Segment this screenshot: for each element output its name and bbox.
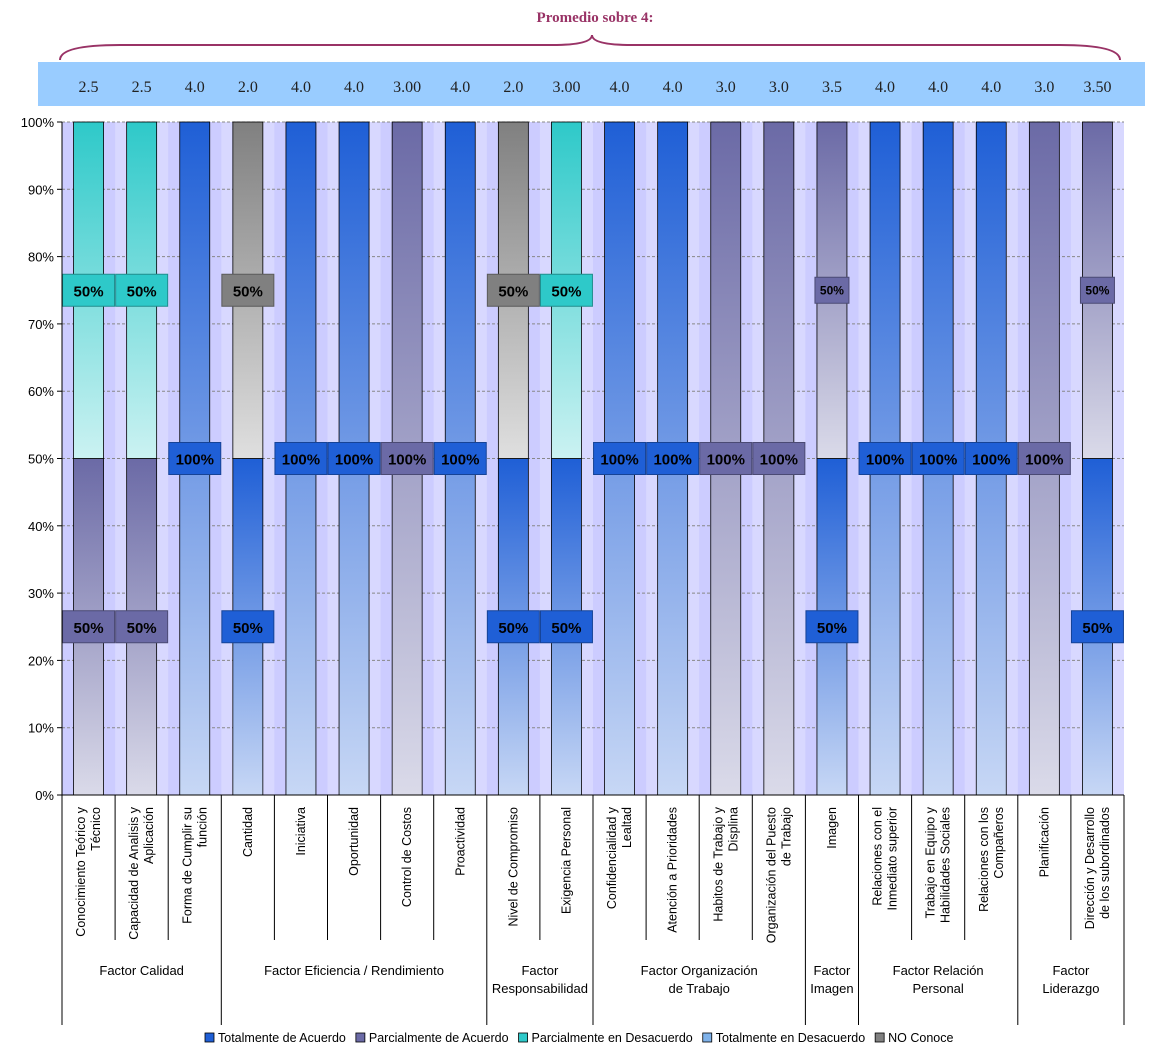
data-label: 50% <box>73 619 104 637</box>
average-value: 4.0 <box>184 79 205 96</box>
data-label: 50% <box>498 619 529 637</box>
category-label: Conocimiento Teórico y <box>74 807 89 937</box>
data-label: 100% <box>865 451 905 469</box>
average-value: 4.0 <box>450 79 471 96</box>
category-label: Trabajo en Equipo y <box>923 807 938 919</box>
legend-swatch <box>356 1033 365 1042</box>
legend-label: Totalmente en Desacuerdo <box>715 1031 866 1045</box>
category-label: Compañeros <box>991 807 1006 879</box>
category-label: Habilidades Sociales <box>938 807 953 924</box>
data-label: 100% <box>759 451 799 469</box>
group-label: Factor Calidad <box>99 963 184 978</box>
category-label: Inmediato superior <box>885 807 900 911</box>
average-value: 2.5 <box>131 79 152 96</box>
legend <box>205 1031 954 1045</box>
category-label: Aplicación <box>142 807 157 864</box>
header-brace <box>60 35 1120 60</box>
data-label: 100% <box>334 451 374 469</box>
category-label: Relaciones con el <box>870 807 885 906</box>
data-label: 100% <box>972 451 1011 469</box>
group-label: Factor Relación <box>892 963 984 978</box>
y-tick-label: 80% <box>27 249 54 265</box>
average-value: 3.0 <box>768 79 789 96</box>
legend-swatch <box>703 1033 712 1042</box>
category-label: Control de Costos <box>400 807 415 908</box>
average-value: 2.0 <box>237 79 258 96</box>
average-value: 2.0 <box>503 79 524 96</box>
category-label: Forma de Cumplir su <box>180 807 195 924</box>
y-tick-label: 10% <box>27 720 54 736</box>
data-label: 100% <box>441 451 480 469</box>
category-label: Confidencialidad y <box>605 807 620 910</box>
curly-brace <box>60 35 1120 60</box>
data-label: 100% <box>1025 451 1064 469</box>
data-label: 50% <box>551 619 582 637</box>
average-value: 4.0 <box>290 79 311 96</box>
category-label: Nivel de Compromiso <box>506 807 521 927</box>
y-tick-label: 90% <box>27 182 54 198</box>
group-label: Factor Eficiencia / Rendimiento <box>264 963 445 978</box>
data-label: 50% <box>1082 619 1113 637</box>
data-label: 50% <box>498 283 529 301</box>
group-label: Liderazgo <box>1042 981 1100 996</box>
legend-label: Parcialmente de Acuerdo <box>368 1031 509 1045</box>
group-label: de Trabajo <box>668 981 730 996</box>
legend-swatch <box>519 1033 528 1042</box>
legend-swatch <box>875 1033 884 1042</box>
data-label: 50% <box>551 283 582 301</box>
average-value: 3.00 <box>393 79 422 96</box>
average-value: 4.0 <box>928 79 949 96</box>
average-band <box>38 62 1145 106</box>
legend-swatch <box>205 1033 214 1042</box>
average-value: 3.0 <box>1034 79 1055 96</box>
data-label: 100% <box>281 451 321 469</box>
group-label: Factor <box>521 963 559 978</box>
average-value: 3.0 <box>715 79 736 96</box>
category-label: Proactividad <box>453 807 468 876</box>
y-tick-label: 20% <box>27 653 54 669</box>
average-value: 4.0 <box>609 79 630 96</box>
legend-label: Totalmente de Acuerdo <box>218 1031 346 1045</box>
data-label: 50% <box>1085 283 1110 298</box>
y-tick-label: 40% <box>27 518 54 534</box>
category-label: Displina <box>726 807 741 852</box>
category-label: función <box>195 807 210 848</box>
category-label: Capacidad de Analisis y <box>127 807 142 940</box>
average-value: 3.50 <box>1083 79 1112 96</box>
category-label: de Trabajo <box>779 807 794 867</box>
average-value: 4.0 <box>981 79 1002 96</box>
average-value: 4.0 <box>875 79 896 96</box>
data-label: 50% <box>73 283 104 301</box>
data-label: 50% <box>232 283 263 301</box>
data-label: 50% <box>232 619 263 637</box>
plot-area <box>62 122 1124 795</box>
category-label: Exigencia Personal <box>559 807 574 915</box>
group-label: Factor <box>813 963 851 978</box>
data-label: 50% <box>126 283 157 301</box>
data-label: 100% <box>387 451 427 469</box>
y-tick-label: 60% <box>27 384 54 400</box>
y-tick-label: 30% <box>27 586 54 602</box>
data-label: 50% <box>126 619 157 637</box>
average-value: 3.00 <box>552 79 581 96</box>
category-label: Oportunidad <box>347 807 362 876</box>
legend-label: Parcialmente en Desacuerdo <box>531 1031 693 1045</box>
y-tick-label: 0% <box>35 788 54 803</box>
legend-label: NO Conoce <box>888 1031 954 1045</box>
category-label: Habitos de Trabajo y <box>711 807 726 922</box>
group-label: Personal <box>912 981 964 996</box>
group-label: Factor Organización <box>640 963 758 978</box>
y-tick-label: 100% <box>20 115 54 130</box>
category-label: Cantidad <box>240 807 255 858</box>
category-label: Técnico <box>89 807 104 851</box>
average-value: 3.5 <box>821 79 842 96</box>
y-tick-label: 70% <box>27 316 54 332</box>
data-label: 100% <box>918 451 958 469</box>
category-label: Lealtad <box>620 807 635 849</box>
data-label: 100% <box>600 451 639 469</box>
group-label: Factor <box>1052 963 1090 978</box>
average-value: 2.5 <box>78 79 99 96</box>
data-label: 100% <box>175 451 214 469</box>
average-value: 4.0 <box>344 79 365 96</box>
category-label: Planificación <box>1037 807 1052 878</box>
data-label: 100% <box>653 451 692 469</box>
category-label: Organización del Puesto <box>764 807 779 944</box>
group-label: Imagen <box>810 981 854 996</box>
category-label: Imagen <box>824 807 839 849</box>
y-tick-label: 50% <box>27 451 54 467</box>
category-label: Atención a Prioridades <box>665 807 680 933</box>
category-label: de los subordinados <box>1097 807 1112 919</box>
data-label: 50% <box>816 619 847 637</box>
category-label: Dirección y Desarrollo <box>1082 807 1097 930</box>
average-value: 4.0 <box>662 79 683 96</box>
data-label: 50% <box>819 283 844 298</box>
category-label: Relaciones con los <box>976 807 991 912</box>
category-label: Iniciativa <box>293 807 308 856</box>
data-label: 100% <box>706 451 745 469</box>
group-label: Responsabilidad <box>491 981 588 996</box>
chart-title: Promedio sobre 4: <box>536 10 654 26</box>
